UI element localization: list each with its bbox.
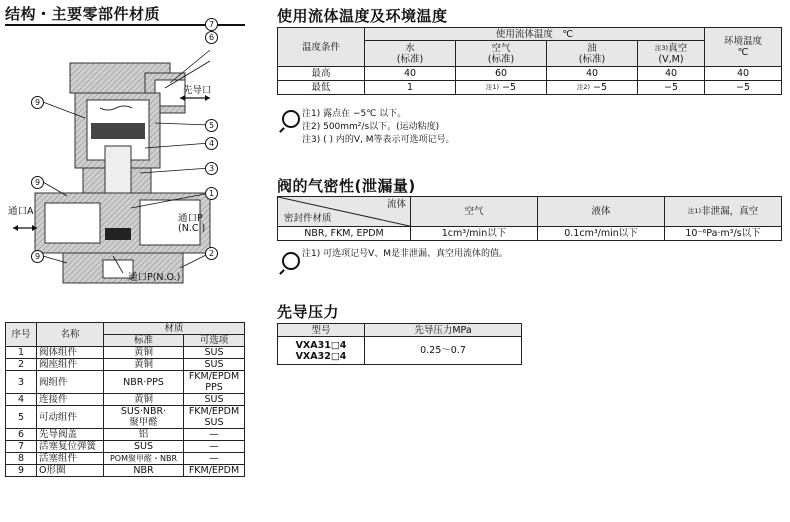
- table-row: [278, 67, 782, 81]
- row-option: FKM/EPDM: [184, 465, 245, 477]
- row-option: SUS: [184, 347, 245, 359]
- row-name: 阀座组件: [37, 359, 104, 371]
- temp-header-env-line2: ℃: [737, 47, 749, 58]
- pilot-pressure-value: 0.25～0.7: [365, 337, 522, 365]
- row-standard: [104, 406, 184, 429]
- temp-col-air: [456, 41, 547, 67]
- row-name: O形圈: [37, 465, 104, 477]
- col-sub: (标准): [396, 53, 424, 65]
- cell: 0.1cm³/min以下: [538, 227, 665, 241]
- materials-header-material: 材质: [104, 323, 245, 335]
- table-row: [6, 429, 245, 441]
- temp-header-env-line1: 环境温度: [723, 36, 762, 47]
- callout-9-middle: 9: [31, 176, 44, 189]
- cell-note: 注1): [485, 83, 500, 91]
- standard-line-1: SUS·NBR·: [120, 406, 167, 417]
- col-name: 油: [587, 42, 597, 54]
- row-standard: SUS: [104, 441, 184, 453]
- note-magnifier-icon: [282, 252, 300, 270]
- row-standard: NBR·PPS: [104, 371, 184, 394]
- temp-note-3: 注3) ( ) 内的V, M等表示可选项记号。: [302, 135, 455, 145]
- leakage-table: [277, 196, 782, 241]
- col-name: 水: [405, 42, 415, 54]
- callout-2: 2: [205, 247, 218, 260]
- cell: 40: [638, 67, 705, 81]
- port-p-no-label: 通口P(N.O.): [128, 272, 181, 283]
- materials-header-option: 可选项: [184, 335, 245, 347]
- cell: 1: [365, 81, 456, 95]
- row-standard: NBR: [104, 465, 184, 477]
- port-p-nc-suffix: (N.C.): [178, 223, 206, 234]
- callout-9-upper: 9: [31, 96, 44, 109]
- standard-line-2: 聚甲醛: [129, 417, 158, 428]
- model-1: VXA31□4: [295, 339, 347, 351]
- callout-7: 7: [205, 18, 218, 31]
- row-option: —: [184, 453, 245, 465]
- cell: 10⁻⁶Pa·m³/s以下: [665, 227, 782, 241]
- cell: 1cm³/min以下: [411, 227, 538, 241]
- materials-header-standard: 标准: [104, 335, 184, 347]
- callout-5: 5: [205, 119, 218, 132]
- port-a-label: 通口A: [8, 206, 34, 217]
- callout-6: 6: [205, 31, 218, 44]
- table-row: [6, 465, 245, 477]
- col-sub: (V,M): [658, 53, 684, 65]
- temperature-table: [277, 27, 782, 95]
- materials-header-name: 名称: [37, 323, 104, 347]
- row-standard: 黄铜: [104, 347, 184, 359]
- cell-value: −5: [502, 82, 517, 93]
- cell: 40: [365, 67, 456, 81]
- col-note: 注3): [654, 43, 669, 52]
- row-no: 5: [6, 406, 37, 429]
- row-label: 最高: [278, 67, 365, 81]
- temperature-section-title: 使用流体温度及环境温度: [277, 7, 448, 25]
- table-row: [278, 81, 782, 95]
- materials-header-no: 序号: [6, 323, 37, 347]
- table-row: [6, 394, 245, 406]
- temp-note-1: 注1) 露点在 −5℃ 以下。: [302, 109, 407, 119]
- leak-header-diagonal: [278, 197, 411, 227]
- leak-header-fluid: 流体: [386, 199, 406, 210]
- row-standard: 黄铜: [104, 394, 184, 406]
- row-option: [184, 371, 245, 394]
- table-row: [278, 227, 782, 241]
- row-standard: POM聚甲醛・NBR: [104, 453, 184, 465]
- row-option: —: [184, 429, 245, 441]
- temp-note-2: 注2) 500mm²/s以下。(运动粘度): [302, 122, 440, 132]
- row-label: 最低: [278, 81, 365, 95]
- leak-header-seal: 密封件材质: [284, 213, 332, 224]
- table-row: [6, 453, 245, 465]
- note-magnifier-icon: [282, 110, 300, 128]
- pilot-section-title: 先导压力: [277, 303, 340, 321]
- table-row: [6, 441, 245, 453]
- row-no: 2: [6, 359, 37, 371]
- option-line-2: SUS: [204, 417, 224, 428]
- temp-header-env: [705, 28, 782, 67]
- callout-4: 4: [205, 137, 218, 150]
- row-name: 可动组件: [37, 406, 104, 429]
- col-sub: (标准): [578, 53, 606, 65]
- pilot-models: [278, 337, 365, 365]
- row-no: 7: [6, 441, 37, 453]
- callout-3: 3: [205, 162, 218, 175]
- table-row: [6, 347, 245, 359]
- col-sub: (标准): [487, 53, 515, 65]
- pilot-header-model: 型号: [278, 324, 365, 337]
- table-row: [6, 359, 245, 371]
- cell: 60: [456, 67, 547, 81]
- leak-col-air: 空气: [411, 197, 538, 227]
- temp-header-condition: 温度条件: [278, 28, 365, 67]
- cell: −5: [638, 81, 705, 95]
- materials-table: [5, 322, 245, 477]
- table-row: [6, 406, 245, 429]
- pilot-pressure-table: [277, 323, 522, 365]
- row-option: SUS: [184, 394, 245, 406]
- row-name: 阀组件: [37, 371, 104, 394]
- option-line-2: PPS: [205, 382, 223, 393]
- row-no: 6: [6, 429, 37, 441]
- row-option: [184, 406, 245, 429]
- option-line-1: FKM/EPDM: [188, 371, 240, 382]
- row-label: NBR, FKM, EPDM: [278, 227, 411, 241]
- table-row: [278, 337, 522, 365]
- row-no: 3: [6, 371, 37, 394]
- cell-value: −5: [593, 82, 608, 93]
- col-name: 非泄漏，真空: [701, 206, 759, 217]
- row-name: 活塞组件: [37, 453, 104, 465]
- cell-env: 40: [705, 67, 782, 81]
- temp-col-vacuum: [638, 41, 705, 67]
- temp-col-oil: [547, 41, 638, 67]
- pilot-header-pressure: 先导压力MPa: [365, 324, 522, 337]
- col-name: 空气: [491, 42, 511, 54]
- cell-env: −5: [705, 81, 782, 95]
- model-2: VXA32□4: [295, 350, 347, 362]
- row-name: 连接件: [37, 394, 104, 406]
- leak-note: 注1) 可选项记号V、M是非泄漏、真空用流体的值。: [302, 249, 509, 259]
- callout-1: 1: [205, 187, 218, 200]
- structure-section-title: 结构・主要零部件材质: [5, 5, 161, 23]
- temp-header-fluid: 使用流体温度 ℃: [365, 28, 705, 41]
- pilot-port-label: 先导口: [183, 85, 212, 96]
- leakage-section-title: 阀的气密性(泄漏量): [277, 177, 416, 195]
- port-p-nc-label: 通口P: [178, 213, 203, 224]
- temp-col-water: [365, 41, 456, 67]
- row-no: 4: [6, 394, 37, 406]
- row-no: 9: [6, 465, 37, 477]
- row-no: 1: [6, 347, 37, 359]
- leak-col-vacuum: [665, 197, 782, 227]
- row-option: —: [184, 441, 245, 453]
- cell: [456, 81, 547, 95]
- row-name: 先导阀盖: [37, 429, 104, 441]
- col-note: 注1): [687, 207, 702, 215]
- row-name: 阀体组件: [37, 347, 104, 359]
- cell: 40: [547, 67, 638, 81]
- row-no: 8: [6, 453, 37, 465]
- callout-9-lower: 9: [31, 250, 44, 263]
- leak-col-liquid: 液体: [538, 197, 665, 227]
- cell: [547, 81, 638, 95]
- col-name: 真空: [668, 42, 688, 54]
- row-standard: 黄铜: [104, 359, 184, 371]
- row-option: SUS: [184, 359, 245, 371]
- cell-note: 注2): [576, 83, 591, 91]
- row-standard: 铝: [104, 429, 184, 441]
- option-line-1: FKM/EPDM: [188, 406, 240, 417]
- row-name: 活塞复位弹簧: [37, 441, 104, 453]
- table-row: [6, 371, 245, 394]
